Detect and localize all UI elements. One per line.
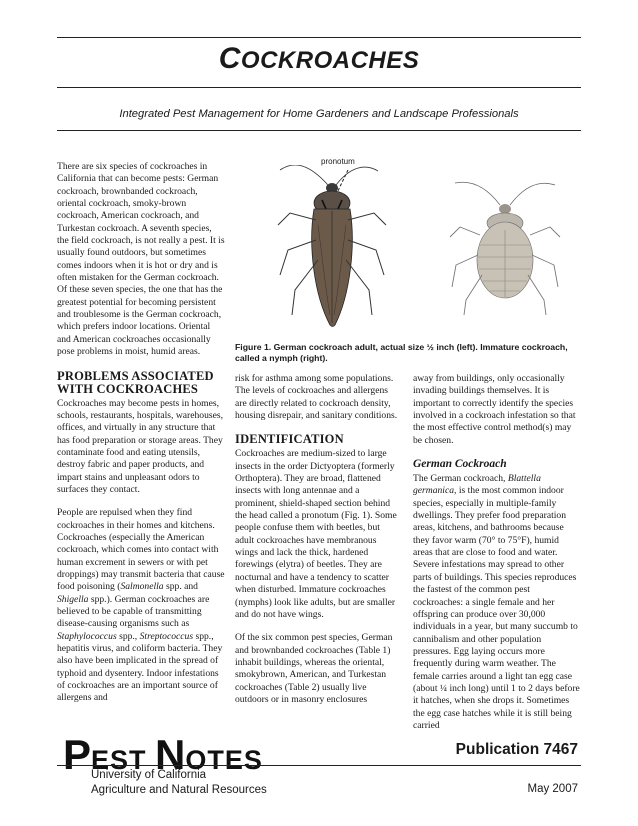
publication-date: May 2007 xyxy=(527,783,578,795)
logo-est: EST xyxy=(91,745,156,775)
adult-cockroach-icon xyxy=(278,165,386,327)
species-name: Salmonella xyxy=(120,581,164,593)
page-title xyxy=(0,42,638,76)
german-cockroach-paragraph xyxy=(413,473,581,732)
text-span: spp. and xyxy=(163,581,198,593)
publisher xyxy=(91,768,267,798)
subtitle-rule xyxy=(57,130,581,131)
subtitle: Integrated Pest Management for Home Gardeners and Landscape Professionals xyxy=(119,108,519,120)
species-name: Blattella germanica xyxy=(413,473,541,497)
figure-caption: Figure 1. German cockroach adult, actual size ½ inch (left). Immature cockroach, called a nymph (right). xyxy=(235,342,568,363)
column-2 xyxy=(235,373,400,717)
problems-heading: PROBLEMS ASSOCIATED WITH COCKROACHES xyxy=(57,368,214,396)
publication-number: Publication 7467 xyxy=(455,741,578,758)
logo-otes: OTES xyxy=(185,745,263,775)
problems-paragraph-1: Cockroaches may become pests in homes, schools, restaurants, hospitals, warehouses, offices, and virtually in any structure that has food preparation or storage areas. They contaminate food and eating utensils, destroy fabric and paper products, and impart stains and unpleasant odors to surfaces they contact. xyxy=(57,397,223,495)
asthma-paragraph: risk for asthma among some populations. The levels of cockroaches and allergens are directly related to cockroach density, housing disrepair, and sanitary conditions. xyxy=(235,373,398,422)
text-span: spp., xyxy=(116,630,140,642)
text-span: , is the most common indoor species, especially in multiple-family dwellings. They prefer food preparation areas, kitchens, and bathrooms because they favor warm (70° to 75°F), humid areas that are close to food and water. Severe infestations may spread to other parts of buildings. This species reproduces the fastest of the common pest cockroaches: a single female and her offspring can produce over 30,000 individuals in a year, but many succumb to cannibalism and other population pressures. Egg laying occurs more frequently during warm weather. The female carries around a light tan egg case (about ¼ inch long) until 1 to 2 days before it hatches, when she drops it. Sometimes the egg case hatches while it is still being carried xyxy=(413,485,580,731)
publisher-line-1: University of California xyxy=(91,769,207,781)
text-span: spp., hepatitis virus, and coliform bacteria. They also have been implicated in the spread of typhoid and dysentery. Indoor infestations of cockroaches are an important source of allergens and xyxy=(57,630,223,704)
footer-rule xyxy=(57,765,581,766)
intro-paragraph: There are six species of cockroaches in California that can become pests: German cockroach, brownbanded cockroach, oriental cockroach, smoky-brown cockroach, American cockroach, and Turkestan cockroach. A seventh species, the field cockroach, is not really a pest. It is usually found outdoors, but sometimes comes indoors when it is hot or dry and is often mistaken for the German cockroach. Of these seven species, the one that has the greatest potential for becoming persistent and troublesome is the German cockroach, which prefers indoor locations. Oriental and American cockroaches occasionally pose problems in moist, humid areas. xyxy=(57,161,225,358)
pronotum-label: pronotum xyxy=(321,157,355,166)
species-name: Streptococcus xyxy=(139,630,194,642)
text-span: People are repulsed when they find cockroaches in their homes and kitchens. Cockroaches (especially the American cockroach, which comes into contact with human excrement in sewers or with pet droppings) may transmit bacteria that cause food poisoning ( xyxy=(57,507,225,593)
identification-paragraph-2: Of the six common pest species, German and brownbanded cockroaches (Table 1) inhabit buildings, whereas the oriental, smokybrown, American, and Turkestan cockroaches (Table 2) usually live outdoors or in masonry enclosures xyxy=(235,632,393,705)
habitat-paragraph: away from buildings, only occasionally invading buildings themselves. It is important to correctly identify the species involved in a cockroach infestation so that the most effective control method(s) may be chosen. xyxy=(413,373,576,446)
top-rule xyxy=(57,37,581,38)
publisher-line-2: Agriculture and Natural Resources xyxy=(91,784,267,796)
column-3 xyxy=(413,373,581,743)
title-initial: C xyxy=(218,42,241,75)
identification-paragraph-1: Cockroaches are medium-sized to large insects in the order Dictyoptera (formerly Orthoptera). They are broad, flattened insects with long antennae and a prominent, shield-shaped section behind the head called a pronotum (Fig. 1). Some people confuse them with beetles, but adult cockroaches have membranous wings and lack the thick, hardened forewings (elytra) of beetles. They are nocturnal and have a tendency to scatter when disturbed. Immature cockroaches (nymphs) look like adults, but are smaller and do not have wings. xyxy=(235,448,397,620)
identification-heading: IDENTIFICATION xyxy=(235,432,344,447)
column-1 xyxy=(57,161,225,716)
nymph-cockroach-icon xyxy=(450,182,560,315)
german-cockroach-heading: German Cockroach xyxy=(413,458,507,471)
species-name: Staphylococcus xyxy=(57,630,117,642)
species-name: Shigella xyxy=(57,593,89,605)
logo-p: P xyxy=(63,731,92,778)
text-span: The German cockroach, xyxy=(413,473,508,485)
text-span: spp.). German cockroaches are believed to be capable of transmitting disease-causing organisms such as xyxy=(57,593,210,630)
logo-n: N xyxy=(155,731,186,778)
problems-paragraph-2 xyxy=(57,507,225,705)
title-rest: OCKROACHES xyxy=(240,47,420,74)
title-rule xyxy=(57,87,581,88)
cockroach-figure xyxy=(270,165,570,340)
